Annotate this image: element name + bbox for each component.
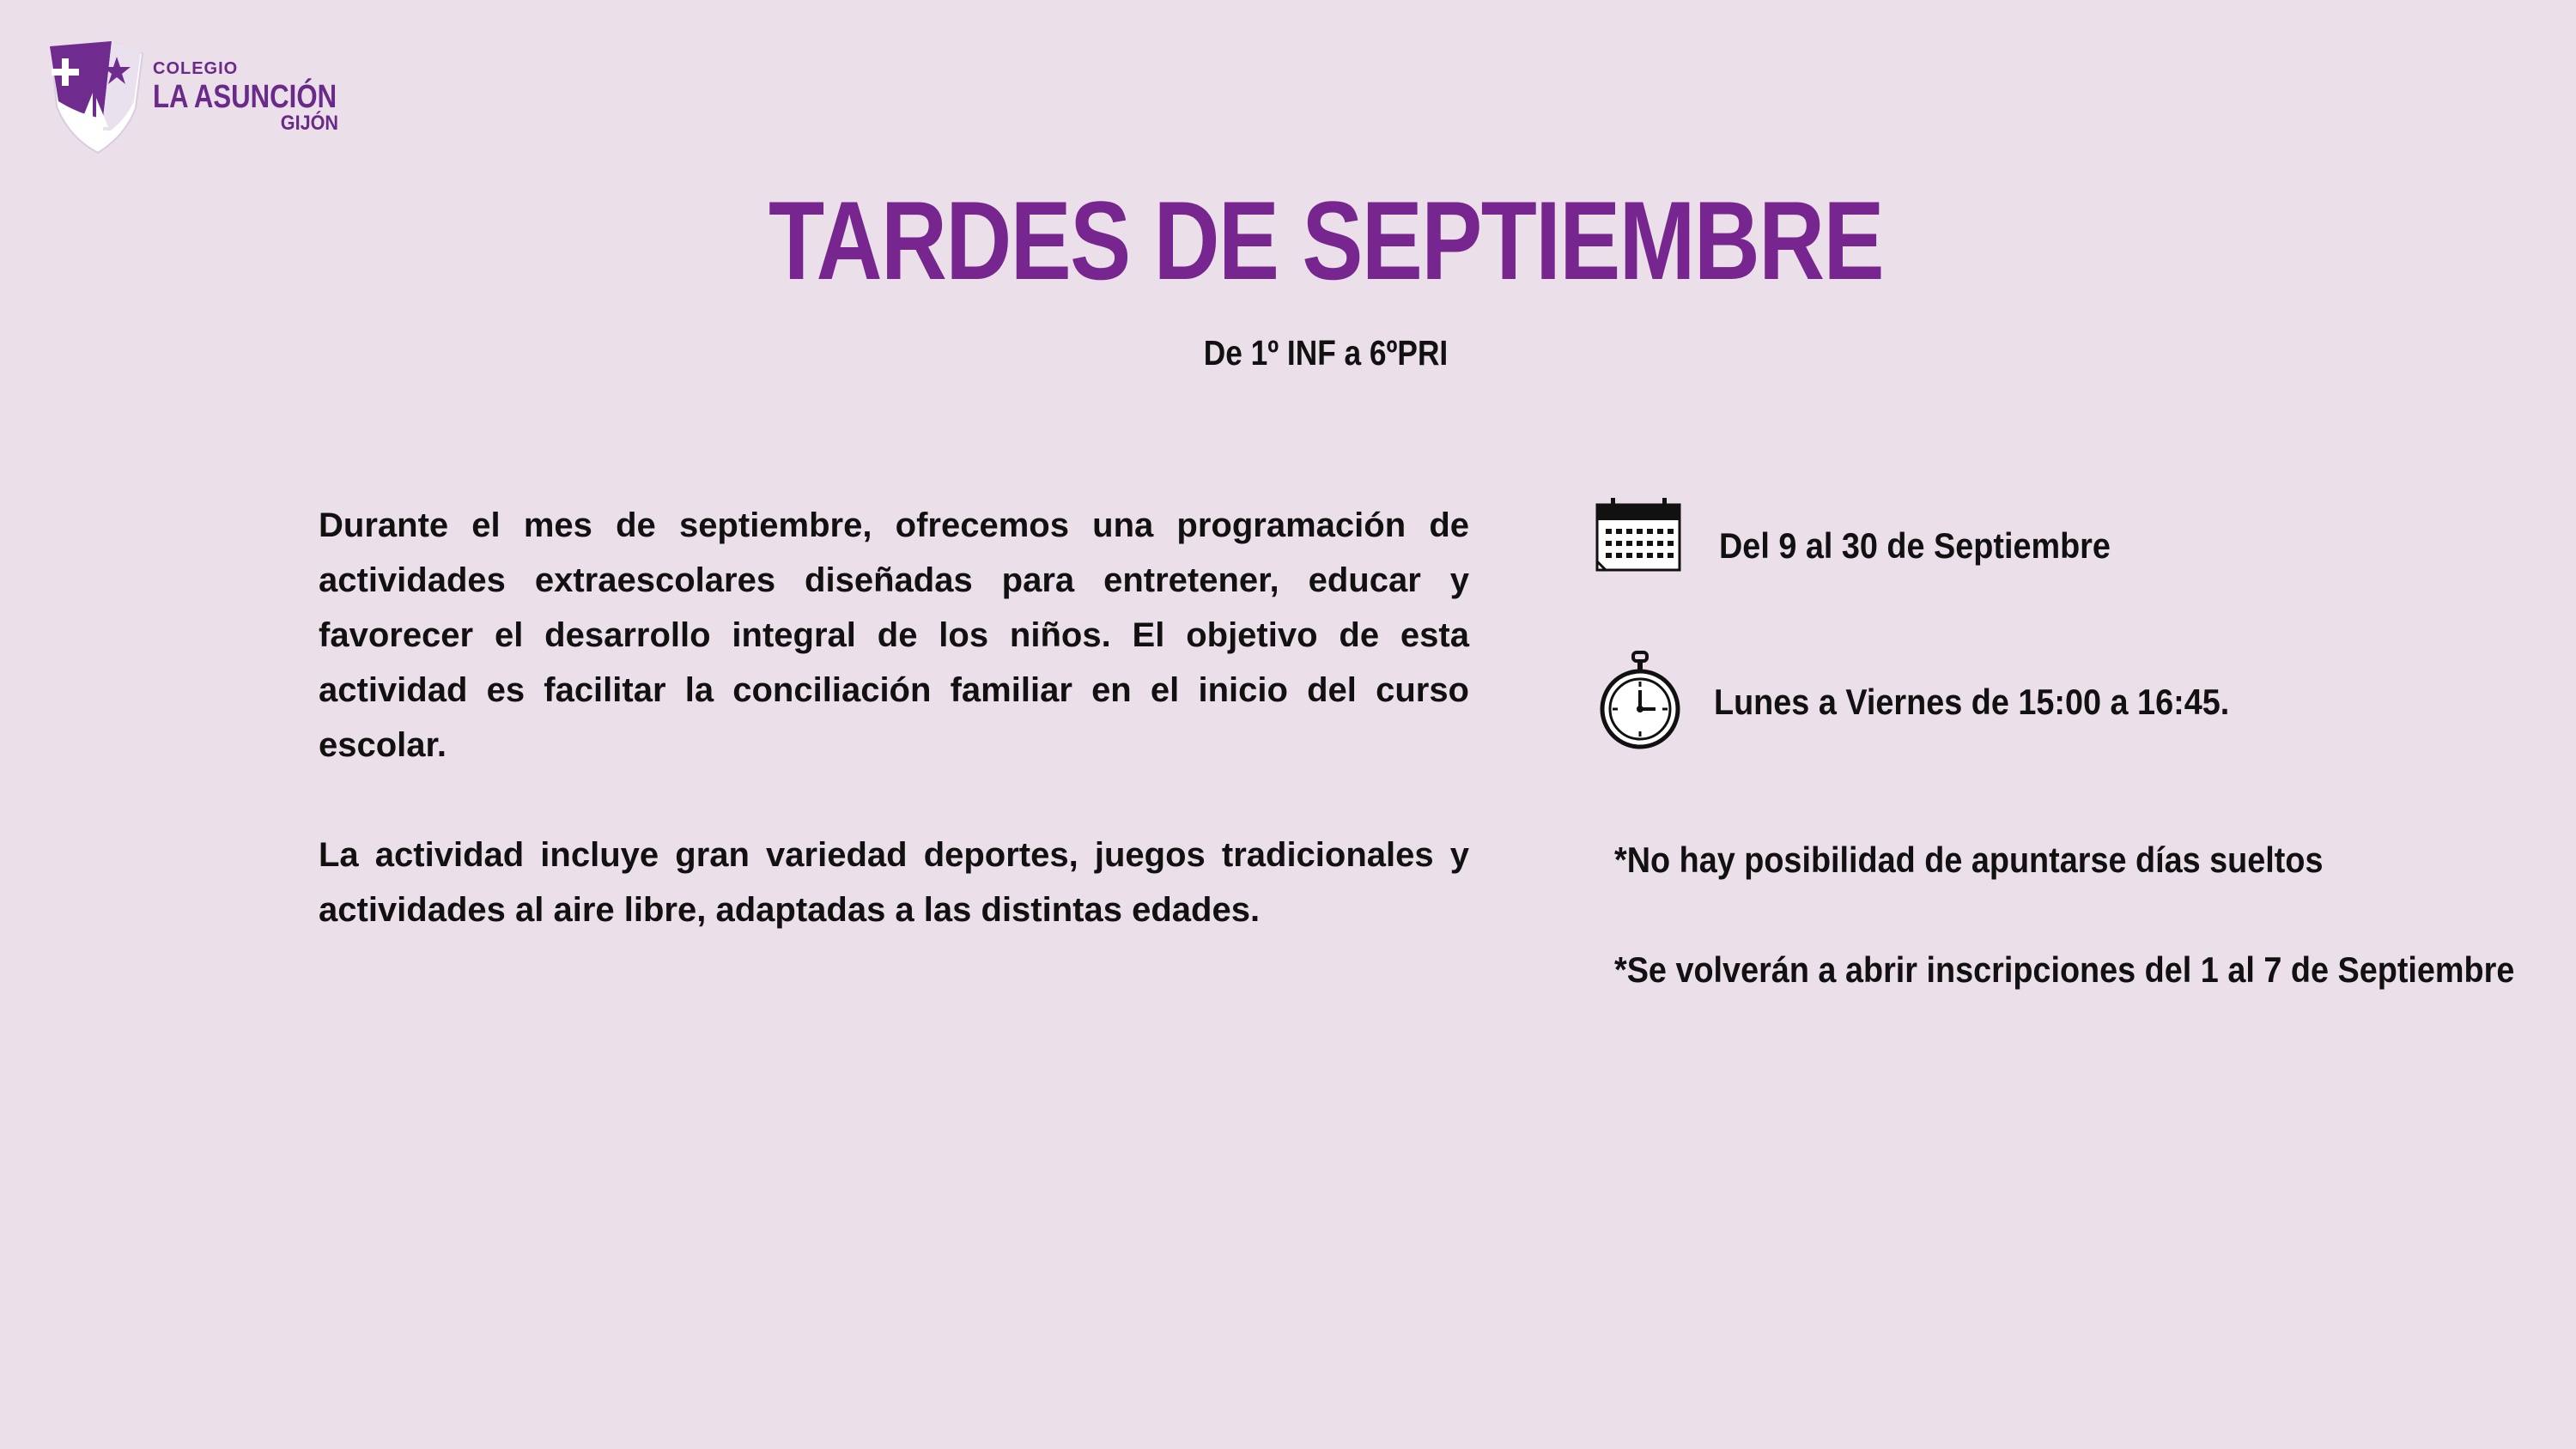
description-paragraph-2: La actividad incluye gran variedad deportes, juegos tradicionales y actividades al aire libre, adaptadas a las distintas edades. (319, 836, 1469, 929)
description-paragraph-1: Durante el mes de septiembre, ofrecemos una programación de actividades extraescolares diseñadas para entretener, educar y favorecer el desarrollo integral de los niños. El objetivo de esta actividad es facilitar la conciliación familiar en el inicio del curso escolar. (319, 506, 1469, 764)
note-reopen-registration: *Se volverán a abrir inscripciones del 1 al 7 de Septiembre (1614, 949, 2515, 990)
dates-text: Del 9 al 30 de Septiembre (1719, 525, 2111, 566)
page-title: TARDES DE SEPTIEMBRE (769, 178, 1883, 303)
logo-line-city: GIJÓN (280, 112, 338, 135)
stopwatch-icon (1597, 649, 1683, 752)
page-subtitle: De 1º INF a 6ºPRI (1203, 333, 1449, 373)
logo-line-name: LA ASUNCIÓN (153, 79, 337, 115)
description (319, 498, 1469, 992)
shield-logo-icon (46, 41, 149, 158)
calendar-icon (1594, 496, 1683, 575)
logo-line-colegio: COLEGIO (153, 59, 239, 78)
school-logo (46, 41, 338, 158)
schedule-text: Lunes a Viernes de 15:00 a 16:45. (1714, 682, 2230, 722)
note-no-single-days: *No hay posibilidad de apuntarse días sueltos (1614, 840, 2324, 880)
